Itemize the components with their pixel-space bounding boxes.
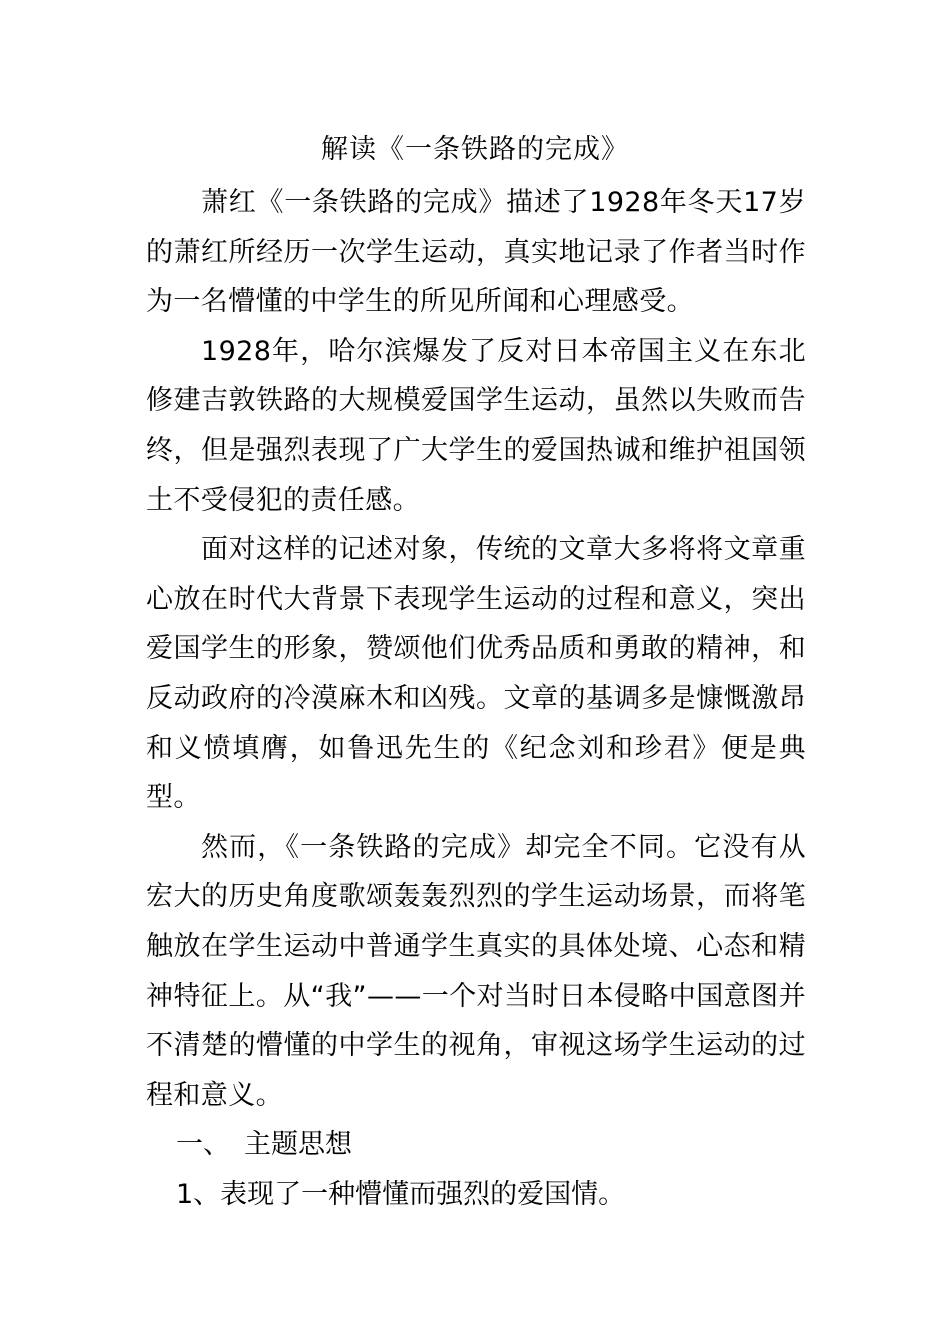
paragraph-2: 1928年，哈尔滨爆发了反对日本帝国主义在东北修建吉敦铁路的大规模爱国学生运动，虽然以失败而告终，但是强烈表现了广大学生的爱国热诚和维护祖国领土不受侵犯的责任感。 bbox=[146, 335, 806, 516]
section-heading-text: 主题思想 bbox=[244, 1129, 352, 1161]
paragraph-4: 然而，《一条铁路的完成》却完全不同。它没有从宏大的历史角度歌颂轰轰烈烈的学生运动场景，而将笔触放在学生运动中普通学生真实的具体处境、心态和精神特征上。从“我”——一个对当时日本侵略中国意图并不清楚的懵懂的中学生的视角，审视这场学生运动的过程和意义。 bbox=[146, 831, 806, 1111]
section-heading bbox=[146, 1120, 806, 1170]
document-title: 解读《一条铁路的完成》 bbox=[321, 134, 629, 165]
section-heading-number: 一、 bbox=[176, 1129, 230, 1161]
list-item: 1、表现了一种懵懂而强烈的爱国情。 bbox=[176, 1178, 626, 1210]
paragraph-3: 面对这样的记述对象，传统的文章大多将将文章重心放在时代大背景下表现学生运动的过程和意义，突出爱国学生的形象，赞颂他们优秀品质和勇敢的精神，和反动政府的冷漠麻木和凶残。文章的基调多是慷慨激昂和义愤填膺，如鲁迅先生的《纪念刘和珍君》便是典型。 bbox=[146, 534, 806, 814]
paragraph-1: 萧红《一条铁路的完成》描述了1928年冬天17岁的萧红所经历一次学生运动，真实地记录了作者当时作为一名懵懂的中学生的所见所闻和心理感受。 bbox=[146, 187, 806, 318]
document-body bbox=[146, 178, 806, 1219]
